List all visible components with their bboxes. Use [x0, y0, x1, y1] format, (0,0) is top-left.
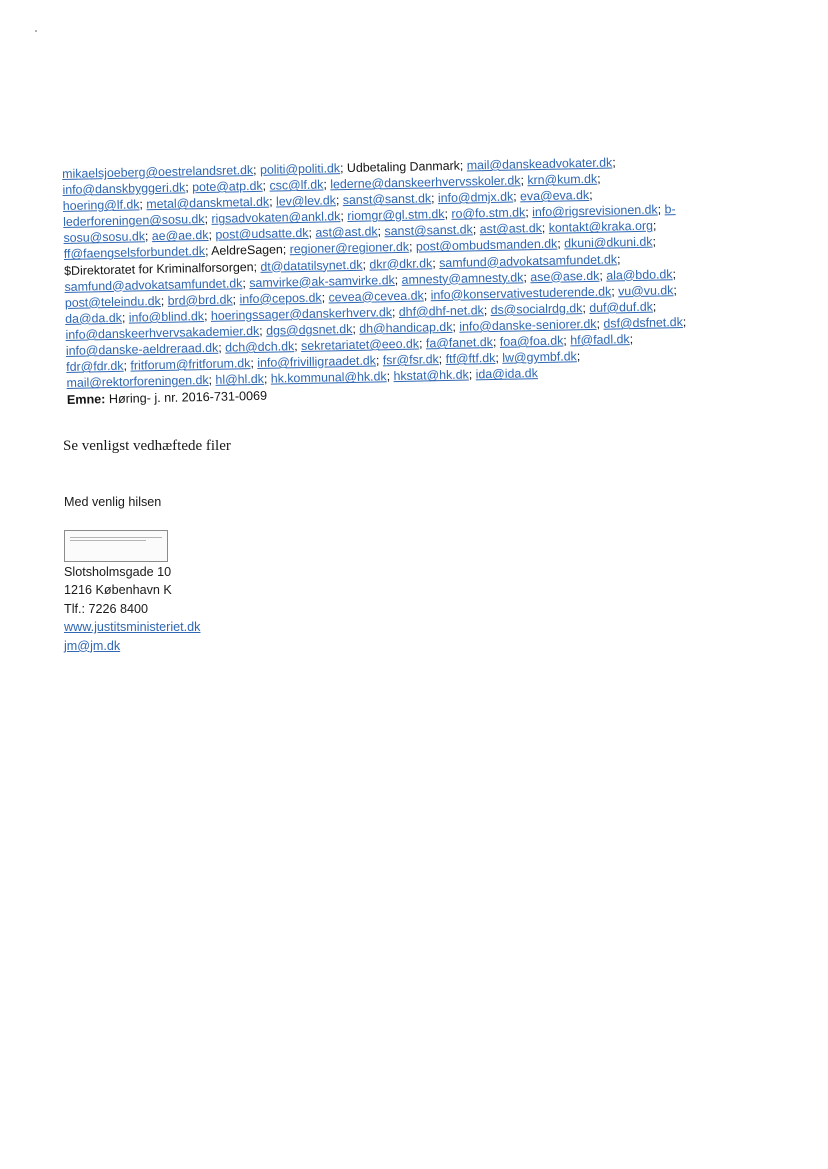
recipient-email-link[interactable]: amnesty@amnesty.dk: [401, 270, 524, 287]
logo-line: [70, 540, 146, 541]
recipient-separator-text: ;: [596, 171, 601, 186]
recipient-email-link[interactable]: ast@ast.dk: [479, 221, 542, 237]
recipient-separator-text: ;: [525, 205, 533, 220]
recipient-separator-text: ;: [218, 340, 226, 355]
recipient-separator-text: ;: [557, 236, 565, 252]
recipient-separator-text: ; Udbetaling Danmark;: [339, 158, 467, 176]
recipient-email-link[interactable]: sekretariatet@eeo.dk: [300, 336, 420, 354]
recipient-email-link[interactable]: da@da.dk: [65, 310, 123, 326]
body-text: Se venligst vedhæftede filer: [63, 438, 231, 454]
greeting: Med venlig hilsen: [64, 495, 162, 509]
recipient-separator-text: ;: [391, 304, 399, 319]
recipient-email-link[interactable]: hkstat@hk.dk: [393, 367, 469, 384]
signature-logo-image: [64, 530, 168, 562]
recipient-separator-text: ;: [386, 369, 394, 384]
recipient-separator-text: ;: [394, 272, 402, 287]
recipient-separator-text: ;: [268, 194, 277, 209]
recipient-separator-text: ;: [523, 269, 531, 285]
recipient-email-link[interactable]: dhf@dhf-net.dk: [398, 303, 484, 319]
recipient-email-link[interactable]: samfund@advokatsamfundet.dk: [64, 275, 243, 294]
recipient-email-link[interactable]: krn@kum.dk: [527, 171, 598, 188]
recipient-separator-text: ;: [208, 228, 216, 243]
recipient-separator-text: ;: [541, 221, 549, 236]
recipient-separator-text: ;: [588, 188, 593, 203]
recipient-email-link[interactable]: duf@duf.dk: [589, 299, 653, 315]
recipient-email-link[interactable]: hl@hl.dk: [215, 372, 265, 388]
recipient-email-link[interactable]: brd@brd.dk: [167, 292, 233, 308]
recipient-email-link[interactable]: b-: [664, 202, 676, 217]
recipient-separator-text: ;: [563, 333, 571, 348]
recipient-separator-text: ;: [468, 367, 476, 382]
recipient-separator-text: ;: [599, 268, 607, 283]
recipient-email-link[interactable]: lederforeningen@sosu.dk: [63, 212, 205, 230]
recipient-email-link[interactable]: lev@lev.dk: [275, 193, 337, 209]
recipient-email-link[interactable]: info@blind.dk: [128, 308, 205, 325]
signature-address: Slotsholmsgade 10: [64, 565, 172, 579]
recipient-separator-text: ;: [423, 288, 431, 303]
recipient-separator-text: ;: [139, 197, 147, 212]
recipient-email-link[interactable]: info@cepos.dk: [239, 290, 322, 307]
recipient-email-link[interactable]: info@rigsrevisionen.dk: [532, 202, 658, 220]
recipient-email-link[interactable]: info@danske-aeldreraad.dk: [65, 340, 219, 358]
recipient-email-link[interactable]: fdr@fdr.dk: [66, 358, 124, 375]
recipient-email-link[interactable]: ase@ase.dk: [530, 268, 600, 284]
recipient-email-link[interactable]: post@teleindu.dk: [64, 293, 161, 310]
recipient-separator-text: ;: [203, 308, 212, 323]
recipient-separator-text: ;: [160, 293, 168, 308]
recipient-email-link[interactable]: pote@atp.dk: [192, 178, 263, 195]
recipient-separator-text: ;: [472, 222, 480, 237]
recipient-separator-text: ;: [232, 292, 240, 307]
recipient-separator-text: ;: [242, 275, 250, 290]
recipient-separator-text: ;: [418, 336, 427, 351]
recipient-separator-text: ; AeldreSagen;: [204, 242, 290, 259]
recipient-separator-text: ;: [612, 155, 616, 170]
recipient-email-link[interactable]: ae@ae.dk: [151, 228, 209, 244]
recipient-email-link[interactable]: info@danskeerhvervsakademier.dk: [65, 323, 260, 342]
recipient-email-link[interactable]: dkuni@dkuni.dk: [564, 235, 653, 251]
recipient-separator-text: ;: [444, 207, 452, 222]
recipient-separator-text: ;: [611, 284, 619, 299]
email-link[interactable]: jm@jm.dk: [64, 638, 121, 653]
recipient-separator-text: ;: [652, 235, 657, 250]
recipient-separator-text: ;: [495, 350, 503, 366]
recipient-email-link[interactable]: kontakt@kraka.org: [548, 219, 654, 236]
recipient-separator-text: ;: [596, 316, 604, 331]
recipient-email-link[interactable]: rigsadvokaten@ankl.dk: [211, 209, 341, 227]
recipient-separator-text: ;: [252, 162, 261, 177]
scan-speck: [35, 30, 37, 32]
recipient-email-link[interactable]: dh@handicap.dk: [359, 319, 453, 336]
recipient-email-link[interactable]: eva@eva.dk: [519, 188, 590, 204]
signature-phone: Tlf.: 7226 8400: [64, 601, 149, 616]
recipient-separator-text: ;: [430, 191, 439, 206]
recipient-separator-text: ;: [208, 373, 216, 388]
recipient-email-link[interactable]: ast@ast.dk: [315, 224, 378, 241]
recipient-separator-text: $Direktoratet for Kriminalforsorgen;: [64, 259, 261, 278]
recipient-separator-text: ;: [377, 224, 385, 239]
recipient-email-link[interactable]: samfund@advokatsamfundet.dk: [438, 251, 618, 270]
recipient-email-link[interactable]: hoering@lf.dk: [62, 197, 140, 214]
recipient-separator-text: ;: [262, 178, 270, 193]
recipient-email-link[interactable]: dkr@dkr.dk: [369, 255, 433, 272]
recipient-separator-text: ;: [263, 371, 271, 387]
recipient-separator-text: ;: [352, 321, 360, 336]
recipient-separator-text: ;: [438, 352, 446, 367]
recipient-email-link[interactable]: sanst@sanst.dk: [384, 222, 473, 239]
recipient-email-link[interactable]: mail@rektorforeningen.dk: [66, 373, 209, 391]
recipient-email-link[interactable]: ro@fo.stm.dk: [451, 205, 526, 222]
recipient-email-link[interactable]: metal@danskmetal.dk: [146, 194, 270, 212]
recipient-separator-text: ;: [682, 314, 687, 329]
recipient-email-link[interactable]: ds@socialrdg.dk: [490, 300, 583, 317]
recipient-separator-text: ;: [672, 266, 677, 281]
recipient-separator-text: ;: [492, 334, 500, 350]
recipient-separator-text: ;: [483, 302, 491, 318]
recipient-separator-text: ;: [673, 282, 678, 297]
recipient-separator-text: ;: [335, 193, 343, 208]
recipient-separator-text: ;: [294, 339, 302, 354]
logo-line: [70, 537, 162, 538]
recipient-separator-text: ;: [250, 356, 258, 371]
recipient-email-link[interactable]: dch@dch.dk: [225, 339, 295, 355]
recipient-email-link[interactable]: hoeringssager@danskerhverv.dk: [210, 304, 393, 323]
recipient-separator-text: ;: [308, 226, 316, 241]
recipient-email-link[interactable]: post@udsatte.dk: [215, 226, 309, 243]
recipient-separator-text: ;: [123, 358, 131, 373]
recipient-separator-text: ;: [204, 212, 212, 227]
recipient-separator-text: ;: [185, 180, 193, 195]
recipient-separator-text: ;: [144, 229, 152, 244]
recipient-separator-text: ;: [340, 209, 348, 224]
recipient-separator-text: ;: [576, 349, 581, 364]
recipient-list: [62, 152, 752, 409]
recipient-email-link[interactable]: mail@danskeadvokater.dk: [466, 155, 613, 173]
recipient-separator-text: ;: [121, 310, 129, 325]
recipient-separator-text: ;: [432, 255, 440, 270]
recipient-separator-text: ;: [629, 332, 634, 347]
recipient-email-link[interactable]: csc@lf.dk: [269, 177, 324, 193]
recipient-email-link[interactable]: vu@vu.dk: [617, 282, 674, 299]
recipient-email-link[interactable]: info@frivilligraadet.dk: [257, 353, 377, 371]
recipient-separator-text: ;: [652, 299, 657, 314]
recipient-email-link[interactable]: cevea@cevea.dk: [328, 288, 424, 305]
signature-city: 1216 København K: [64, 583, 172, 598]
recipient-separator-text: ;: [652, 218, 657, 234]
recipient-email-link[interactable]: fa@fanet.dk: [425, 335, 494, 351]
recipient-email-link[interactable]: ida@ida.dk: [475, 366, 538, 382]
recipient-email-link[interactable]: sanst@sanst.dk: [342, 191, 432, 208]
recipient-email-link[interactable]: info@dmjx.dk: [437, 189, 514, 206]
recipient-email-link[interactable]: sosu@sosu.dk: [63, 229, 146, 246]
recipient-email-link[interactable]: dt@datatilsynet.dk: [260, 257, 363, 274]
recipient-email-link[interactable]: foa@foa.dk: [499, 333, 564, 349]
recipient-email-link[interactable]: ff@faengselsforbundet.dk: [63, 244, 206, 262]
recipient-email-link[interactable]: samvirke@ak-samvirke.dk: [249, 272, 395, 290]
recipient-email-link[interactable]: hf@fadl.dk: [570, 332, 630, 348]
recipient-email-link[interactable]: fsr@fsr.dk: [382, 352, 439, 368]
subject-label: Emne:: [66, 392, 106, 408]
recipient-email-link[interactable]: dsf@dsfnet.dk: [603, 314, 683, 331]
recipient-email-link[interactable]: info@danskbyggeri.dk: [62, 180, 186, 198]
recipient-separator-text: ;: [375, 353, 383, 368]
recipient-email-link[interactable]: post@ombudsmanden.dk: [415, 237, 558, 255]
recipient-email-link[interactable]: fritforum@fritforum.dk: [130, 356, 251, 373]
recipient-email-link[interactable]: riomgr@gl.stm.dk: [347, 207, 445, 224]
recipient-email-link[interactable]: ftf@ftf.dk: [445, 351, 496, 367]
recipient-separator-text: ;: [362, 257, 370, 272]
signature-block: [64, 563, 200, 655]
recipient-email-link[interactable]: dgs@dgsnet.dk: [265, 321, 353, 338]
website-link[interactable]: www.justitsministeriet.dk: [64, 620, 201, 635]
recipient-separator-text: ;: [323, 177, 331, 192]
subject-text: Høring- j. nr. 2016-731-0069: [105, 389, 268, 407]
recipient-separator-text: ;: [452, 319, 460, 334]
recipient-separator-text: ;: [513, 189, 521, 204]
recipient-separator-text: ;: [582, 300, 590, 315]
recipient-email-link[interactable]: info@danske-seniorer.dk: [459, 316, 597, 334]
recipient-separator-text: ;: [616, 251, 621, 266]
recipient-email-link[interactable]: politi@politi.dk: [259, 161, 341, 177]
recipient-email-link[interactable]: mikaelsjoeberg@oestrelandsret.dk: [62, 163, 254, 181]
recipient-separator-text: ;: [408, 240, 417, 255]
recipient-email-link[interactable]: lw@gymbf.dk: [502, 349, 577, 365]
recipient-email-link[interactable]: lederne@danskeerhvervsskoler.dk: [330, 173, 521, 192]
recipient-separator-text: ;: [520, 173, 528, 188]
recipient-email-link[interactable]: hk.kommunal@hk.dk: [270, 369, 387, 386]
recipient-email-link[interactable]: regioner@regioner.dk: [289, 240, 410, 257]
recipient-separator-text: ;: [657, 202, 665, 217]
recipient-separator-text: ;: [321, 290, 329, 305]
recipient-email-link[interactable]: info@konservativestuderende.dk: [430, 284, 612, 303]
recipient-email-link[interactable]: ala@bdo.dk: [606, 266, 673, 283]
recipient-separator-text: ;: [259, 323, 267, 338]
